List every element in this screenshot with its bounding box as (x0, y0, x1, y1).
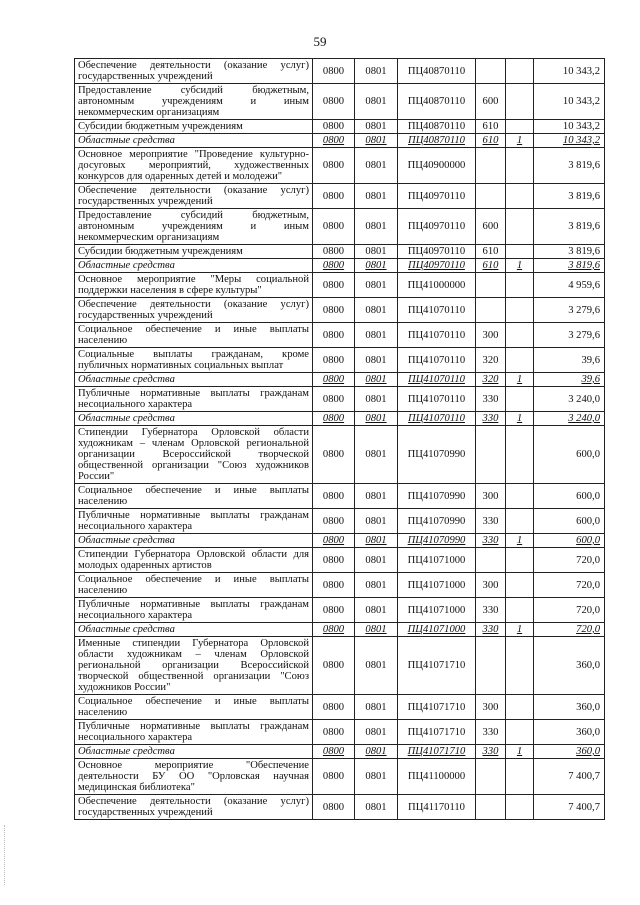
row-target-code: ПЦ40870110 (398, 59, 476, 84)
row-ved-code: 0800 (313, 745, 355, 759)
row-section-code: 0801 (355, 348, 398, 373)
row-section-code: 0801 (355, 323, 398, 348)
table-row (75, 387, 605, 412)
row-expense-type (476, 273, 506, 298)
table-row (75, 148, 605, 184)
row-target-code: ПЦ41071710 (398, 745, 476, 759)
row-name: Субсидии бюджетным учреждениям (75, 245, 313, 259)
row-section-code: 0801 (355, 795, 398, 820)
row-funding-source (506, 184, 534, 209)
row-target-code: ПЦ41071710 (398, 695, 476, 720)
row-section-code: 0801 (355, 573, 398, 598)
table-row (75, 298, 605, 323)
row-target-code: ПЦ40870110 (398, 120, 476, 134)
row-target-code: ПЦ40970110 (398, 184, 476, 209)
row-target-code: ПЦ41070110 (398, 412, 476, 426)
row-amount: 600,0 (534, 426, 605, 484)
row-funding-source (506, 120, 534, 134)
row-expense-type: 330 (476, 387, 506, 412)
row-ved-code: 0800 (313, 259, 355, 273)
table-row (75, 795, 605, 820)
row-amount: 7 400,7 (534, 795, 605, 820)
row-funding-source: 1 (506, 412, 534, 426)
row-funding-source (506, 484, 534, 509)
row-target-code: ПЦ41070990 (398, 509, 476, 534)
row-target-code: ПЦ40870110 (398, 84, 476, 120)
table-row (75, 273, 605, 298)
row-amount: 3 819,6 (534, 148, 605, 184)
row-amount: 3 819,6 (534, 259, 605, 273)
table-row (75, 548, 605, 573)
row-section-code: 0801 (355, 637, 398, 695)
row-ved-code: 0800 (313, 484, 355, 509)
table-row (75, 120, 605, 134)
row-amount: 10 343,2 (534, 59, 605, 84)
row-name: Социальные выплаты гражданам, кроме публичных нормативных социальных выплат (75, 348, 313, 373)
row-amount: 720,0 (534, 623, 605, 637)
row-target-code: ПЦ41071000 (398, 623, 476, 637)
row-expense-type: 300 (476, 695, 506, 720)
row-ved-code: 0800 (313, 387, 355, 412)
row-expense-type: 330 (476, 745, 506, 759)
row-target-code: ПЦ40900000 (398, 148, 476, 184)
row-funding-source (506, 759, 534, 795)
row-expense-type (476, 637, 506, 695)
row-amount: 720,0 (534, 598, 605, 623)
table-row (75, 695, 605, 720)
row-funding-source: 1 (506, 134, 534, 148)
row-name: Областные средства (75, 373, 313, 387)
table-row (75, 184, 605, 209)
table-row (75, 509, 605, 534)
row-amount: 39,6 (534, 348, 605, 373)
row-target-code: ПЦ41071000 (398, 573, 476, 598)
row-ved-code: 0800 (313, 720, 355, 745)
row-ved-code: 0800 (313, 323, 355, 348)
row-name: Основное мероприятие "Меры социальной поддержки населения в сфере культуры" (75, 273, 313, 298)
table-row (75, 373, 605, 387)
row-section-code: 0801 (355, 484, 398, 509)
row-name: Публичные нормативные выплаты гражданам несоциального характера (75, 509, 313, 534)
row-funding-source: 1 (506, 623, 534, 637)
row-section-code: 0801 (355, 548, 398, 573)
row-amount: 360,0 (534, 720, 605, 745)
row-expense-type (476, 795, 506, 820)
page-number: 59 (313, 34, 327, 49)
row-expense-type: 610 (476, 120, 506, 134)
row-ved-code: 0800 (313, 148, 355, 184)
row-name: Областные средства (75, 534, 313, 548)
row-funding-source (506, 509, 534, 534)
row-funding-source (506, 148, 534, 184)
row-amount: 3 240,0 (534, 387, 605, 412)
row-ved-code: 0800 (313, 534, 355, 548)
table-row (75, 259, 605, 273)
row-funding-source (506, 695, 534, 720)
row-expense-type: 600 (476, 209, 506, 245)
row-amount: 360,0 (534, 745, 605, 759)
table-row (75, 209, 605, 245)
row-ved-code: 0800 (313, 426, 355, 484)
row-funding-source (506, 637, 534, 695)
row-ved-code: 0800 (313, 84, 355, 120)
row-ved-code: 0800 (313, 184, 355, 209)
row-funding-source (506, 323, 534, 348)
table-row (75, 245, 605, 259)
row-expense-type: 330 (476, 720, 506, 745)
row-amount: 10 343,2 (534, 134, 605, 148)
row-expense-type (476, 548, 506, 573)
table-row (75, 484, 605, 509)
row-target-code: ПЦ40870110 (398, 134, 476, 148)
row-ved-code: 0800 (313, 412, 355, 426)
row-target-code: ПЦ41071710 (398, 637, 476, 695)
row-name: Обеспечение деятельности (оказание услуг) государственных учреждений (75, 795, 313, 820)
row-expense-type: 300 (476, 484, 506, 509)
row-ved-code: 0800 (313, 548, 355, 573)
table-row (75, 573, 605, 598)
table-row (75, 745, 605, 759)
row-funding-source (506, 273, 534, 298)
row-expense-type: 330 (476, 598, 506, 623)
row-ved-code: 0800 (313, 759, 355, 795)
row-name: Субсидии бюджетным учреждениям (75, 120, 313, 134)
row-section-code: 0801 (355, 720, 398, 745)
row-funding-source: 1 (506, 373, 534, 387)
row-ved-code: 0800 (313, 573, 355, 598)
row-target-code: ПЦ41070110 (398, 323, 476, 348)
row-section-code: 0801 (355, 209, 398, 245)
table-row (75, 84, 605, 120)
table-row (75, 623, 605, 637)
row-funding-source (506, 720, 534, 745)
row-section-code: 0801 (355, 412, 398, 426)
row-ved-code: 0800 (313, 120, 355, 134)
row-target-code: ПЦ41070110 (398, 298, 476, 323)
row-name: Предоставление субсидий бюджетным, автономным учреждениям и иным некоммерческим организациям (75, 84, 313, 120)
row-ved-code: 0800 (313, 59, 355, 84)
row-expense-type: 320 (476, 373, 506, 387)
row-ved-code: 0800 (313, 623, 355, 637)
table-row (75, 59, 605, 84)
row-expense-type: 330 (476, 412, 506, 426)
row-amount: 3 279,6 (534, 298, 605, 323)
row-section-code: 0801 (355, 534, 398, 548)
row-section-code: 0801 (355, 509, 398, 534)
row-expense-type: 600 (476, 84, 506, 120)
row-expense-type: 330 (476, 623, 506, 637)
row-amount: 3 819,6 (534, 184, 605, 209)
row-target-code: ПЦ41000000 (398, 273, 476, 298)
row-section-code: 0801 (355, 245, 398, 259)
scan-margin-mark (4, 825, 7, 885)
row-ved-code: 0800 (313, 509, 355, 534)
row-name: Областные средства (75, 745, 313, 759)
row-expense-type: 330 (476, 509, 506, 534)
row-name: Областные средства (75, 623, 313, 637)
row-name: Областные средства (75, 259, 313, 273)
row-section-code: 0801 (355, 373, 398, 387)
row-section-code: 0801 (355, 59, 398, 84)
row-ved-code: 0800 (313, 209, 355, 245)
row-section-code: 0801 (355, 759, 398, 795)
row-target-code: ПЦ41070990 (398, 426, 476, 484)
row-funding-source: 1 (506, 745, 534, 759)
row-expense-type: 300 (476, 573, 506, 598)
row-target-code: ПЦ41070990 (398, 534, 476, 548)
row-expense-type (476, 426, 506, 484)
row-funding-source (506, 298, 534, 323)
row-funding-source (506, 209, 534, 245)
row-section-code: 0801 (355, 426, 398, 484)
row-ved-code: 0800 (313, 348, 355, 373)
row-name: Основное мероприятие "Проведение культурно-досуговых мероприятий, художественных конкурсов для одаренных детей и молодежи" (75, 148, 313, 184)
row-expense-type (476, 759, 506, 795)
table-row (75, 134, 605, 148)
row-amount: 10 343,2 (534, 84, 605, 120)
row-ved-code: 0800 (313, 795, 355, 820)
row-ved-code: 0800 (313, 134, 355, 148)
row-amount: 720,0 (534, 548, 605, 573)
row-amount: 3 819,6 (534, 245, 605, 259)
row-ved-code: 0800 (313, 298, 355, 323)
row-target-code: ПЦ40970110 (398, 259, 476, 273)
row-funding-source (506, 59, 534, 84)
row-funding-source (506, 84, 534, 120)
row-name: Социальное обеспечение и иные выплаты населению (75, 573, 313, 598)
row-ved-code: 0800 (313, 245, 355, 259)
row-section-code: 0801 (355, 184, 398, 209)
row-section-code: 0801 (355, 695, 398, 720)
table-row (75, 323, 605, 348)
row-funding-source (506, 426, 534, 484)
row-expense-type (476, 148, 506, 184)
row-name: Публичные нормативные выплаты гражданам несоциального характера (75, 598, 313, 623)
table-row (75, 348, 605, 373)
row-expense-type (476, 184, 506, 209)
row-amount: 3 819,6 (534, 209, 605, 245)
row-target-code: ПЦ41070110 (398, 387, 476, 412)
row-expense-type: 300 (476, 323, 506, 348)
row-amount: 600,0 (534, 509, 605, 534)
row-funding-source (506, 573, 534, 598)
row-name: Публичные нормативные выплаты гражданам несоциального характера (75, 720, 313, 745)
row-expense-type: 610 (476, 134, 506, 148)
row-target-code: ПЦ41071000 (398, 598, 476, 623)
row-name: Основное мероприятие "Обеспечение деятельности БУ ОО "Орловская научная медицинская библиотека" (75, 759, 313, 795)
row-funding-source (506, 348, 534, 373)
table-row (75, 598, 605, 623)
table-row (75, 534, 605, 548)
row-section-code: 0801 (355, 598, 398, 623)
row-name: Социальное обеспечение и иные выплаты населению (75, 484, 313, 509)
row-section-code: 0801 (355, 84, 398, 120)
row-expense-type: 610 (476, 259, 506, 273)
row-amount: 10 343,2 (534, 120, 605, 134)
row-ved-code: 0800 (313, 373, 355, 387)
row-name: Областные средства (75, 412, 313, 426)
row-ved-code: 0800 (313, 598, 355, 623)
row-expense-type: 320 (476, 348, 506, 373)
row-amount: 7 400,7 (534, 759, 605, 795)
row-amount: 4 959,6 (534, 273, 605, 298)
row-target-code: ПЦ41170110 (398, 795, 476, 820)
table-row (75, 720, 605, 745)
row-funding-source (506, 245, 534, 259)
row-target-code: ПЦ41070110 (398, 373, 476, 387)
row-section-code: 0801 (355, 387, 398, 412)
row-expense-type: 330 (476, 534, 506, 548)
row-name: Публичные нормативные выплаты гражданам несоциального характера (75, 387, 313, 412)
row-funding-source (506, 598, 534, 623)
table-row (75, 759, 605, 795)
row-name: Обеспечение деятельности (оказание услуг) государственных учреждений (75, 184, 313, 209)
budget-table (74, 58, 605, 820)
row-expense-type (476, 298, 506, 323)
row-name: Стипендии Губернатора Орловской области для молодых одаренных артистов (75, 548, 313, 573)
row-section-code: 0801 (355, 120, 398, 134)
row-section-code: 0801 (355, 745, 398, 759)
row-expense-type: 610 (476, 245, 506, 259)
row-name: Предоставление субсидий бюджетным, автономным учреждениям и иным некоммерческим организациям (75, 209, 313, 245)
row-section-code: 0801 (355, 298, 398, 323)
row-funding-source (506, 795, 534, 820)
row-target-code: ПЦ41070110 (398, 348, 476, 373)
row-name: Социальное обеспечение и иные выплаты населению (75, 695, 313, 720)
row-name: Социальное обеспечение и иные выплаты населению (75, 323, 313, 348)
row-funding-source: 1 (506, 534, 534, 548)
row-target-code: ПЦ41071710 (398, 720, 476, 745)
row-name: Обеспечение деятельности (оказание услуг) государственных учреждений (75, 59, 313, 84)
row-name: Областные средства (75, 134, 313, 148)
row-funding-source (506, 548, 534, 573)
row-amount: 360,0 (534, 637, 605, 695)
row-target-code: ПЦ41070990 (398, 484, 476, 509)
table-body (75, 59, 605, 820)
row-amount: 3 240,0 (534, 412, 605, 426)
row-section-code: 0801 (355, 623, 398, 637)
row-target-code: ПЦ41100000 (398, 759, 476, 795)
row-amount: 600,0 (534, 484, 605, 509)
row-ved-code: 0800 (313, 695, 355, 720)
table-row (75, 637, 605, 695)
row-amount: 39,6 (534, 373, 605, 387)
row-section-code: 0801 (355, 134, 398, 148)
row-funding-source (506, 387, 534, 412)
row-name: Стипендии Губернатора Орловской области художникам – членам Орловской региональной организации Всероссийской творческой общественной организации "Союз художников России" (75, 426, 313, 484)
table-row (75, 412, 605, 426)
row-amount: 3 279,6 (534, 323, 605, 348)
row-target-code: ПЦ41071000 (398, 548, 476, 573)
row-amount: 720,0 (534, 573, 605, 598)
row-ved-code: 0800 (313, 273, 355, 298)
row-funding-source: 1 (506, 259, 534, 273)
row-name: Обеспечение деятельности (оказание услуг) государственных учреждений (75, 298, 313, 323)
row-amount: 360,0 (534, 695, 605, 720)
row-amount: 600,0 (534, 534, 605, 548)
row-expense-type (476, 59, 506, 84)
row-section-code: 0801 (355, 259, 398, 273)
row-section-code: 0801 (355, 273, 398, 298)
row-section-code: 0801 (355, 148, 398, 184)
row-ved-code: 0800 (313, 637, 355, 695)
table-row (75, 426, 605, 484)
row-target-code: ПЦ40970110 (398, 245, 476, 259)
row-name: Именные стипендии Губернатора Орловской области художникам – членам Орловской региональной организации Всероссийской творческой общественной организации "Союз художников России" (75, 637, 313, 695)
row-target-code: ПЦ40970110 (398, 209, 476, 245)
